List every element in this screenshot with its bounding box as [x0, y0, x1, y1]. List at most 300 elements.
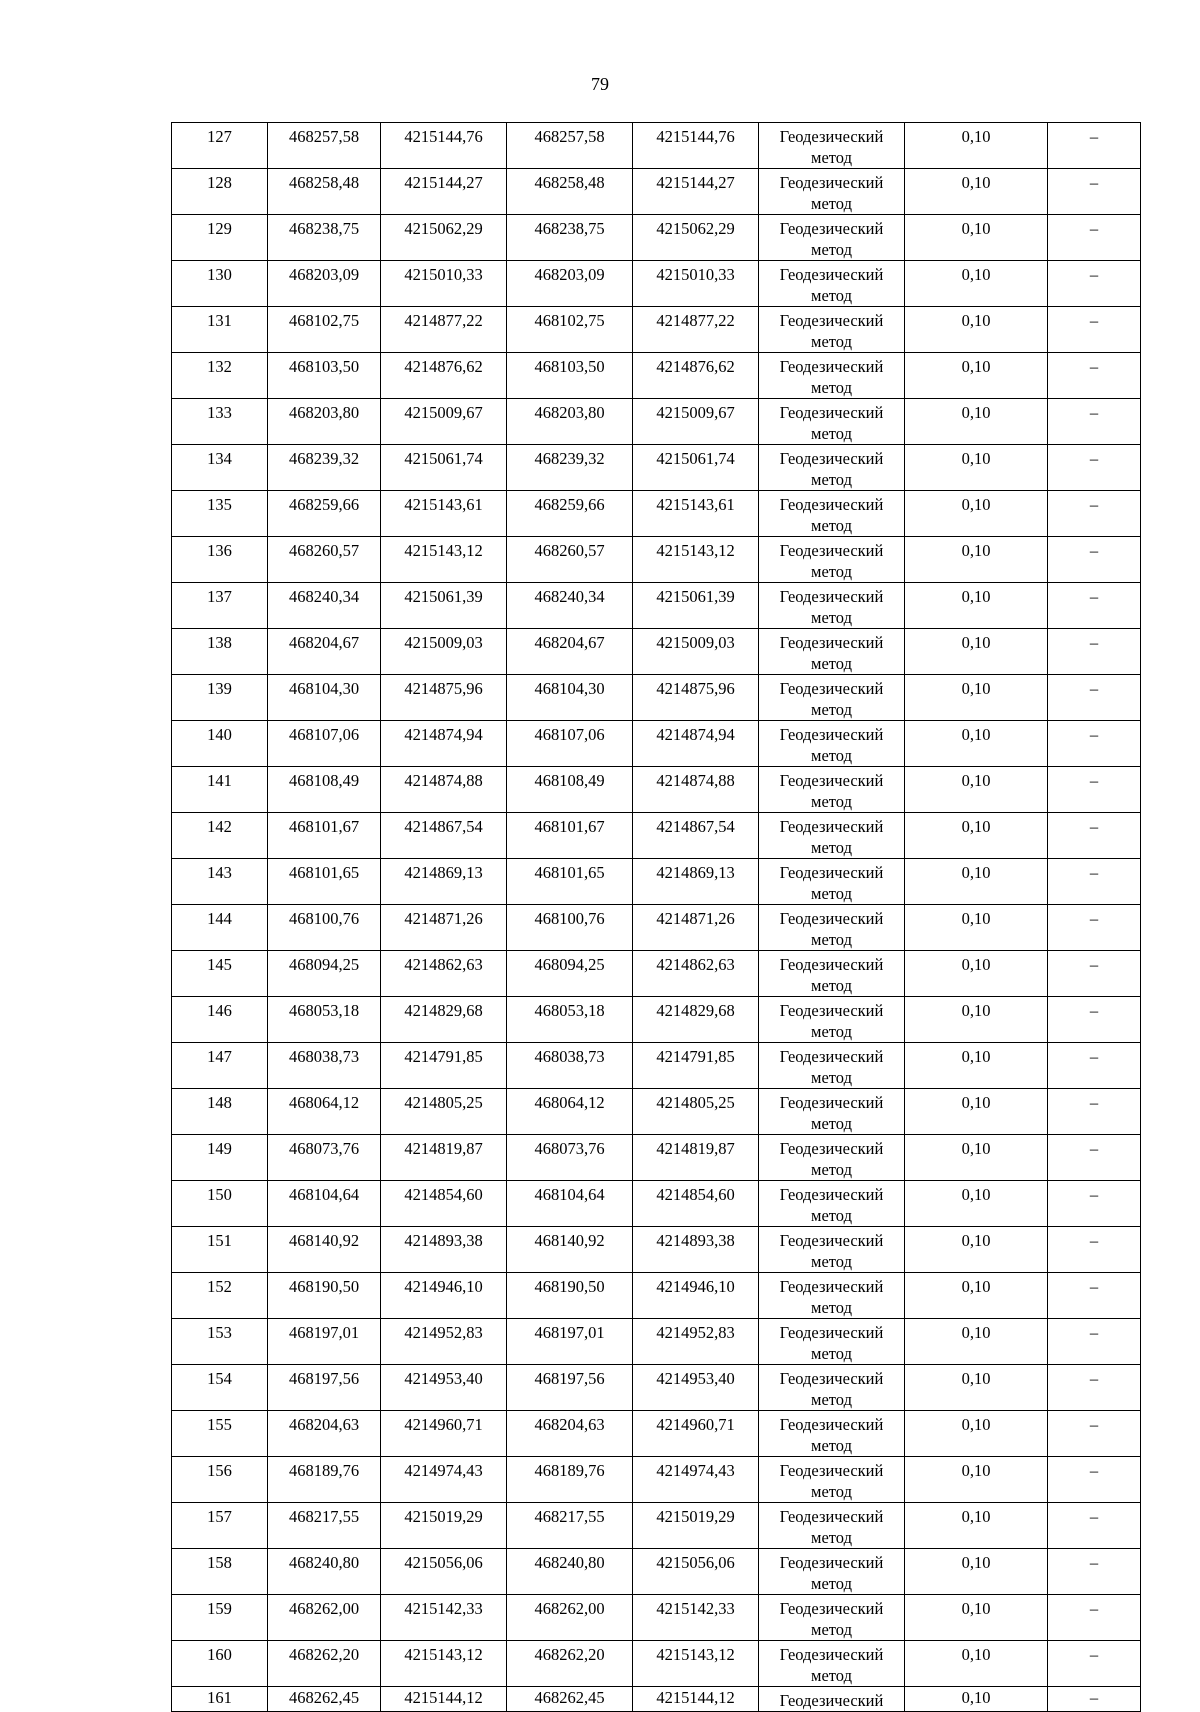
accuracy-value: 0,10 [961, 495, 991, 514]
note-value: – [1089, 1001, 1099, 1020]
point-number-value: 130 [207, 265, 232, 284]
y-new-value: 4214952,83 [656, 1323, 735, 1342]
method-line-2: метод [811, 148, 852, 167]
accuracy-value: 0,10 [961, 1277, 991, 1296]
point-number-value: 158 [207, 1553, 232, 1572]
note-value: – [1089, 587, 1099, 606]
accuracy-value: 0,10 [961, 449, 991, 468]
x-new-cell [507, 537, 633, 583]
method-line-2: метод [811, 1390, 852, 1409]
y-new-cell [633, 1411, 759, 1457]
y-old-value: 4215009,67 [404, 403, 483, 422]
x-old-value: 468108,49 [288, 771, 360, 790]
x-old-value: 468204,63 [288, 1415, 360, 1434]
table-row [172, 997, 1141, 1043]
note-value: – [1089, 265, 1099, 284]
method-line-2: метод [811, 1252, 852, 1271]
method-text [759, 1181, 904, 1226]
method-line-1: Геодезический [779, 633, 884, 652]
y-old-value: 4215062,29 [404, 219, 483, 238]
table-row [172, 399, 1141, 445]
method-line-1: Геодезический [779, 909, 884, 928]
x-old-cell [268, 997, 381, 1043]
method-text [759, 1411, 904, 1456]
note-cell [1048, 1181, 1141, 1227]
y-old-value: 4214877,22 [404, 311, 483, 330]
method-line-1: Геодезический [779, 1415, 884, 1434]
x-old-value: 468217,55 [288, 1507, 360, 1526]
y-old-value: 4215143,12 [404, 541, 483, 560]
x-new-value: 468259,66 [534, 495, 605, 514]
y-new-cell [633, 1457, 759, 1503]
x-new-cell [507, 1135, 633, 1181]
y-old-cell [381, 1595, 507, 1641]
x-new-cell [507, 721, 633, 767]
point-number-value: 153 [207, 1323, 232, 1342]
method-text [759, 1457, 904, 1502]
method-line-2: метод [811, 1114, 852, 1133]
y-old-cell [381, 1641, 507, 1687]
point-number-value: 142 [207, 817, 232, 836]
y-new-value: 4215062,29 [656, 219, 735, 238]
x-old-value: 468257,58 [288, 127, 360, 146]
x-old-value: 468203,09 [288, 265, 360, 284]
x-old-cell [268, 169, 381, 215]
method-line-1: Геодезический [779, 1231, 884, 1250]
note-cell [1048, 1227, 1141, 1273]
y-old-value: 4215143,12 [404, 1645, 483, 1664]
accuracy-value: 0,10 [961, 1185, 991, 1204]
y-old-value: 4214829,68 [404, 1001, 483, 1020]
method-cell [759, 675, 905, 721]
point-number-cell [172, 353, 268, 399]
table-row [172, 261, 1141, 307]
method-cell [759, 1503, 905, 1549]
point-number-value: 138 [207, 633, 232, 652]
y-old-value: 4214819,87 [404, 1139, 483, 1158]
table-row [172, 1641, 1141, 1687]
table-row [172, 1181, 1141, 1227]
method-text [759, 1365, 904, 1410]
x-new-cell [507, 813, 633, 859]
y-old-cell [381, 123, 507, 169]
coordinates-table [171, 122, 1141, 1712]
y-new-cell [633, 445, 759, 491]
method-cell [759, 353, 905, 399]
method-text [759, 445, 904, 490]
method-line-1: Геодезический [779, 1645, 884, 1664]
method-cell [759, 1595, 905, 1641]
accuracy-value: 0,10 [961, 1093, 991, 1112]
method-line-2: метод [811, 746, 852, 765]
method-text [759, 583, 904, 628]
x-new-cell [507, 629, 633, 675]
accuracy-cell [905, 721, 1048, 767]
note-cell [1048, 905, 1141, 951]
point-number-value: 139 [207, 679, 232, 698]
table-row [172, 1227, 1141, 1273]
note-value: – [1089, 771, 1099, 790]
y-new-value: 4214946,10 [656, 1277, 735, 1296]
accuracy-value: 0,10 [961, 587, 991, 606]
accuracy-cell [905, 813, 1048, 859]
table-row [172, 491, 1141, 537]
y-new-cell [633, 1595, 759, 1641]
y-old-value: 4215061,74 [404, 449, 483, 468]
table-row [172, 1273, 1141, 1319]
x-old-cell [268, 1227, 381, 1273]
y-new-cell [633, 123, 759, 169]
y-new-cell [633, 1687, 759, 1712]
x-new-value: 468064,12 [534, 1093, 605, 1112]
x-old-cell [268, 1273, 381, 1319]
x-new-cell [507, 1319, 633, 1365]
accuracy-cell [905, 859, 1048, 905]
note-value: – [1089, 1185, 1099, 1204]
point-number-value: 127 [207, 127, 232, 146]
x-old-value: 468104,64 [288, 1185, 360, 1204]
method-text [759, 1641, 904, 1686]
method-line-1: Геодезический [779, 771, 884, 790]
x-old-value: 468240,80 [288, 1553, 360, 1572]
method-text [759, 813, 904, 858]
accuracy-value: 0,10 [961, 725, 991, 744]
x-new-value: 468203,09 [534, 265, 605, 284]
table-row [172, 537, 1141, 583]
y-new-value: 4215009,67 [656, 403, 735, 422]
x-new-value: 468100,76 [534, 909, 605, 928]
method-cell [759, 307, 905, 353]
y-old-cell [381, 261, 507, 307]
y-new-cell [633, 721, 759, 767]
x-old-cell [268, 1319, 381, 1365]
y-new-cell [633, 629, 759, 675]
y-new-value: 4214876,62 [656, 357, 735, 376]
accuracy-value: 0,10 [961, 863, 991, 882]
y-old-value: 4215142,33 [404, 1599, 483, 1618]
y-new-value: 4214874,94 [656, 725, 735, 744]
method-text [759, 215, 904, 260]
x-new-value: 468258,48 [534, 173, 605, 192]
accuracy-value: 0,10 [961, 1369, 991, 1388]
method-cell [759, 583, 905, 629]
method-cell [759, 1411, 905, 1457]
method-line-2: метод [811, 1528, 852, 1547]
method-line-1: Геодезический [779, 1139, 884, 1158]
x-new-value: 468103,50 [534, 357, 605, 376]
method-text [759, 951, 904, 996]
y-old-cell [381, 1181, 507, 1227]
point-number-cell [172, 1089, 268, 1135]
method-line-1: Геодезический [779, 679, 884, 698]
x-old-cell [268, 1089, 381, 1135]
table-row [172, 951, 1141, 997]
y-old-value: 4214893,38 [404, 1231, 483, 1250]
y-new-cell [633, 1319, 759, 1365]
note-value: – [1089, 219, 1099, 238]
y-new-cell [633, 859, 759, 905]
y-new-cell [633, 399, 759, 445]
method-text [759, 767, 904, 812]
accuracy-cell [905, 1089, 1048, 1135]
y-new-value: 4214791,85 [656, 1047, 735, 1066]
x-old-cell [268, 1365, 381, 1411]
method-cell [759, 629, 905, 675]
method-line-1: Геодезический [779, 403, 884, 422]
note-cell [1048, 1457, 1141, 1503]
note-value: – [1089, 633, 1099, 652]
x-new-cell [507, 1595, 633, 1641]
x-old-value: 468104,30 [288, 679, 360, 698]
note-cell [1048, 721, 1141, 767]
y-old-value: 4214875,96 [404, 679, 483, 698]
note-value: – [1089, 679, 1099, 698]
method-text [759, 1503, 904, 1548]
x-old-cell [268, 307, 381, 353]
x-new-cell [507, 169, 633, 215]
x-old-cell [268, 123, 381, 169]
y-old-value: 4214854,60 [404, 1185, 483, 1204]
x-new-value: 468107,06 [534, 725, 605, 744]
table-row [172, 1503, 1141, 1549]
note-value: – [1089, 1139, 1099, 1158]
x-old-cell [268, 1549, 381, 1595]
y-new-cell [633, 169, 759, 215]
point-number-cell [172, 123, 268, 169]
point-number-value: 133 [207, 403, 232, 422]
accuracy-cell [905, 1411, 1048, 1457]
table-row [172, 1043, 1141, 1089]
method-text [759, 629, 904, 674]
method-cell [759, 1273, 905, 1319]
y-old-cell [381, 537, 507, 583]
note-value: – [1089, 403, 1099, 422]
method-line-1: Геодезический [779, 1369, 884, 1388]
method-line-2: метод [811, 700, 852, 719]
point-number-cell [172, 583, 268, 629]
method-line-1: Геодезический [779, 1461, 884, 1480]
point-number-cell [172, 767, 268, 813]
method-text [759, 1227, 904, 1272]
method-line-2: метод [811, 884, 852, 903]
note-value: – [1089, 1047, 1099, 1066]
point-number-cell [172, 629, 268, 675]
x-new-value: 468262,45 [534, 1688, 605, 1707]
y-old-cell [381, 859, 507, 905]
table-row [172, 353, 1141, 399]
y-old-value: 4214953,40 [404, 1369, 483, 1388]
method-text [759, 1319, 904, 1364]
point-number-cell [172, 813, 268, 859]
method-text [759, 1687, 904, 1711]
x-new-value: 468197,56 [534, 1369, 605, 1388]
note-cell [1048, 1503, 1141, 1549]
method-cell [759, 1181, 905, 1227]
table-row [172, 1549, 1141, 1595]
x-new-value: 468140,92 [534, 1231, 605, 1250]
note-cell [1048, 1135, 1141, 1181]
accuracy-cell [905, 583, 1048, 629]
point-number-value: 140 [207, 725, 232, 744]
point-number-cell [172, 1411, 268, 1457]
method-line-1: Геодезический [779, 311, 884, 330]
y-old-value: 4214974,43 [404, 1461, 483, 1480]
method-line-2: метод [811, 1206, 852, 1225]
table-row [172, 1319, 1141, 1365]
y-new-value: 4214875,96 [656, 679, 735, 698]
accuracy-value: 0,10 [961, 1553, 991, 1572]
note-cell [1048, 537, 1141, 583]
method-line-2: метод [811, 654, 852, 673]
y-new-cell [633, 261, 759, 307]
table-row [172, 1687, 1141, 1712]
point-number-cell [172, 261, 268, 307]
x-old-value: 468238,75 [288, 219, 360, 238]
x-new-value: 468189,76 [534, 1461, 605, 1480]
point-number-value: 134 [207, 449, 232, 468]
note-cell [1048, 399, 1141, 445]
method-text [759, 1549, 904, 1594]
accuracy-cell [905, 1227, 1048, 1273]
table-row [172, 629, 1141, 675]
point-number-value: 135 [207, 495, 232, 514]
x-new-cell [507, 445, 633, 491]
method-line-1: Геодезический [779, 173, 884, 192]
method-line-1: Геодезический [779, 587, 884, 606]
x-new-cell [507, 491, 633, 537]
method-cell [759, 997, 905, 1043]
y-new-value: 4215144,12 [656, 1688, 735, 1707]
note-value: – [1089, 909, 1099, 928]
accuracy-cell [905, 169, 1048, 215]
note-cell [1048, 1411, 1141, 1457]
x-old-cell [268, 1687, 381, 1712]
accuracy-value: 0,10 [961, 1688, 991, 1707]
method-line-1: Геодезический [779, 1001, 884, 1020]
note-cell [1048, 1549, 1141, 1595]
method-line-2: метод [811, 516, 852, 535]
point-number-cell [172, 721, 268, 767]
y-old-value: 4215144,76 [404, 127, 483, 146]
method-cell [759, 1641, 905, 1687]
x-old-value: 468094,25 [288, 955, 360, 974]
note-value: – [1089, 495, 1099, 514]
point-number-value: 156 [207, 1461, 232, 1480]
method-line-2: метод [811, 1574, 852, 1593]
x-old-value: 468259,66 [288, 495, 360, 514]
y-new-value: 4215056,06 [656, 1553, 735, 1572]
point-number-value: 147 [207, 1047, 232, 1066]
accuracy-cell [905, 123, 1048, 169]
accuracy-value: 0,10 [961, 1599, 991, 1618]
method-line-1: Геодезический [779, 1599, 884, 1618]
y-new-cell [633, 1549, 759, 1595]
point-number-cell [172, 1181, 268, 1227]
x-old-cell [268, 1181, 381, 1227]
note-value: – [1089, 1277, 1099, 1296]
method-line-1: Геодезический [779, 495, 884, 514]
note-cell [1048, 353, 1141, 399]
y-old-value: 4214952,83 [404, 1323, 483, 1342]
x-old-cell [268, 629, 381, 675]
method-line-2: метод [811, 1620, 852, 1639]
note-value: – [1089, 1461, 1099, 1480]
x-old-cell [268, 1043, 381, 1089]
method-line-1: Геодезический [779, 1507, 884, 1526]
method-cell [759, 1043, 905, 1089]
y-new-value: 4215009,03 [656, 633, 735, 652]
y-old-cell [381, 813, 507, 859]
point-number-cell [172, 1365, 268, 1411]
note-value: – [1089, 1369, 1099, 1388]
note-value: – [1089, 1599, 1099, 1618]
y-old-cell [381, 629, 507, 675]
y-new-value: 4214854,60 [656, 1185, 735, 1204]
method-line-2: метод [811, 1298, 852, 1317]
accuracy-value: 0,10 [961, 679, 991, 698]
x-new-cell [507, 1641, 633, 1687]
method-line-2: метод [811, 194, 852, 213]
note-cell [1048, 1089, 1141, 1135]
accuracy-cell [905, 261, 1048, 307]
accuracy-value: 0,10 [961, 357, 991, 376]
method-text [759, 1135, 904, 1180]
note-value: – [1089, 127, 1099, 146]
y-old-value: 4215010,33 [404, 265, 483, 284]
note-value: – [1089, 449, 1099, 468]
y-new-cell [633, 951, 759, 997]
method-line-1: Геодезический [779, 357, 884, 376]
note-cell [1048, 215, 1141, 261]
x-new-value: 468217,55 [534, 1507, 605, 1526]
y-new-value: 4214819,87 [656, 1139, 735, 1158]
x-old-cell [268, 537, 381, 583]
table-row [172, 1595, 1141, 1641]
point-number-cell [172, 859, 268, 905]
y-new-cell [633, 353, 759, 399]
x-new-cell [507, 951, 633, 997]
y-new-value: 4215144,27 [656, 173, 735, 192]
accuracy-value: 0,10 [961, 1415, 991, 1434]
x-old-value: 468262,00 [288, 1599, 360, 1618]
point-number-cell [172, 1457, 268, 1503]
point-number-value: 151 [207, 1231, 232, 1250]
y-new-value: 4215061,74 [656, 449, 735, 468]
method-line-2: метод [811, 930, 852, 949]
method-line-2: метод [811, 470, 852, 489]
note-cell [1048, 307, 1141, 353]
note-value: – [1089, 357, 1099, 376]
table-row [172, 1365, 1141, 1411]
method-text [759, 1089, 904, 1134]
accuracy-cell [905, 307, 1048, 353]
method-line-2: метод [811, 838, 852, 857]
x-old-value: 468262,45 [288, 1688, 360, 1707]
x-new-value: 468094,25 [534, 955, 605, 974]
table-row [172, 813, 1141, 859]
y-old-value: 4214874,88 [404, 771, 483, 790]
point-number-cell [172, 1227, 268, 1273]
point-number-value: 161 [207, 1688, 232, 1707]
note-cell [1048, 1319, 1141, 1365]
point-number-value: 150 [207, 1185, 232, 1204]
note-cell [1048, 1365, 1141, 1411]
method-line-2: метод [811, 608, 852, 627]
method-line-1: Геодезический [779, 219, 884, 238]
point-number-value: 136 [207, 541, 232, 560]
x-old-cell [268, 1503, 381, 1549]
accuracy-cell [905, 1549, 1048, 1595]
